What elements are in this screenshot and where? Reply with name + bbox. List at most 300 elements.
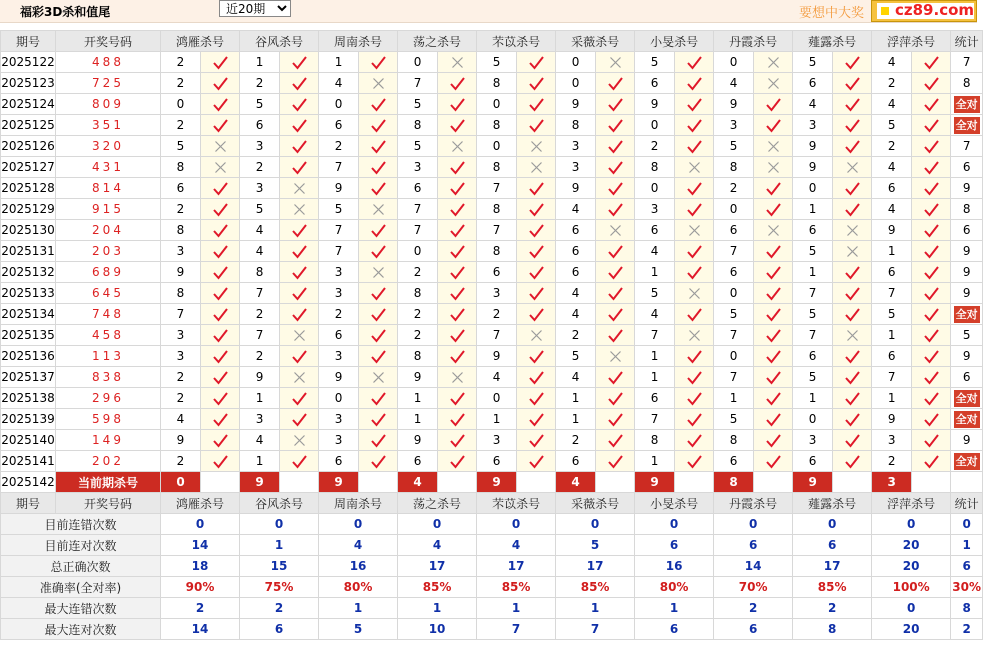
hit-check-icon — [912, 157, 951, 178]
period-select[interactable] — [219, 0, 291, 17]
kill-number-cell: 1 — [635, 262, 675, 283]
current-kill-number: 9 — [635, 472, 675, 493]
period-cell: 2025136 — [1, 346, 56, 367]
miss-cross-icon — [675, 220, 714, 241]
kill-number-cell: 6 — [556, 262, 596, 283]
summary-value: 1 — [477, 598, 556, 619]
hit-check-icon — [359, 409, 398, 430]
summary-value: 1 — [556, 598, 635, 619]
summary-value: 0 — [319, 514, 398, 535]
hit-check-icon — [201, 304, 240, 325]
hit-check-icon — [754, 199, 793, 220]
hit-check-icon — [754, 430, 793, 451]
hit-check-icon — [596, 325, 635, 346]
summary-value: 20 — [872, 556, 951, 577]
hit-check-icon — [754, 283, 793, 304]
hit-check-icon — [596, 157, 635, 178]
miss-cross-icon — [754, 136, 793, 157]
hit-check-icon — [675, 430, 714, 451]
current-kill-number: 3 — [872, 472, 912, 493]
stat-cell: 9 — [951, 178, 983, 199]
column-header: 统计 — [951, 493, 983, 514]
kill-number-cell: 0 — [398, 241, 438, 262]
hit-check-icon — [675, 115, 714, 136]
period-cell: 2025127 — [1, 157, 56, 178]
hit-check-icon — [517, 73, 556, 94]
table-row — [1, 283, 983, 304]
column-header: 芣苡杀号 — [477, 31, 556, 52]
kill-number-cell: 5 — [635, 52, 675, 73]
draw-number-cell: 351 — [56, 115, 161, 136]
miss-cross-icon — [280, 430, 319, 451]
hit-check-icon — [596, 367, 635, 388]
table-row — [1, 199, 983, 220]
stat-cell: 6 — [951, 157, 983, 178]
hit-check-icon — [280, 409, 319, 430]
draw-number-cell: 149 — [56, 430, 161, 451]
stat-cell — [951, 115, 983, 136]
column-header: 期号 — [1, 493, 56, 514]
kill-number-cell: 0 — [714, 346, 754, 367]
kill-number-cell: 6 — [793, 73, 833, 94]
kill-number-cell: 2 — [161, 451, 201, 472]
hit-check-icon — [359, 178, 398, 199]
miss-cross-icon — [675, 283, 714, 304]
current-stat-cell — [951, 472, 983, 493]
hit-check-icon — [438, 157, 477, 178]
kill-number-cell: 3 — [240, 409, 280, 430]
period-cell: 2025128 — [1, 178, 56, 199]
period-cell: 2025123 — [1, 73, 56, 94]
summary-value: 5 — [319, 619, 398, 640]
hit-check-icon — [675, 199, 714, 220]
miss-cross-icon — [517, 136, 556, 157]
kill-number-cell: 7 — [635, 409, 675, 430]
kill-number-cell: 1 — [872, 388, 912, 409]
hit-check-icon — [280, 304, 319, 325]
kill-number-cell: 4 — [556, 283, 596, 304]
summary-value: 6 — [635, 535, 714, 556]
column-header: 小旻杀号 — [635, 493, 714, 514]
kill-number-cell: 9 — [319, 367, 359, 388]
summary-value: 4 — [477, 535, 556, 556]
hit-check-icon — [438, 283, 477, 304]
kill-number-cell: 9 — [477, 346, 517, 367]
kill-number-cell: 0 — [556, 73, 596, 94]
kill-number-cell: 1 — [793, 388, 833, 409]
kill-number-cell: 8 — [398, 115, 438, 136]
hit-check-icon — [438, 241, 477, 262]
kill-number-cell: 1 — [398, 409, 438, 430]
kill-number-cell: 7 — [793, 325, 833, 346]
hit-check-icon — [833, 262, 872, 283]
kill-number-cell: 7 — [319, 157, 359, 178]
kill-number-cell: 3 — [161, 346, 201, 367]
stat-cell — [951, 304, 983, 325]
draw-number-cell: 488 — [56, 52, 161, 73]
hit-check-icon — [675, 94, 714, 115]
kill-number-cell: 1 — [319, 52, 359, 73]
kill-number-cell: 5 — [398, 136, 438, 157]
hit-check-icon — [596, 178, 635, 199]
kill-number-cell: 2 — [714, 178, 754, 199]
hit-check-icon — [201, 94, 240, 115]
kill-number-cell: 6 — [240, 115, 280, 136]
hit-check-icon — [912, 325, 951, 346]
summary-value: 90% — [161, 577, 240, 598]
kill-number-cell: 6 — [635, 220, 675, 241]
kill-number-cell: 6 — [556, 241, 596, 262]
column-header: 开奖号码 — [56, 31, 161, 52]
kill-number-cell: 1 — [872, 241, 912, 262]
miss-cross-icon — [754, 157, 793, 178]
draw-number-cell: 296 — [56, 388, 161, 409]
kill-number-cell: 0 — [793, 178, 833, 199]
summary-value: 1 — [635, 598, 714, 619]
kill-number-cell: 0 — [793, 409, 833, 430]
period-cell: 2025138 — [1, 388, 56, 409]
summary-value: 75% — [240, 577, 319, 598]
summary-value: 30% — [951, 577, 983, 598]
summary-value: 1 — [319, 598, 398, 619]
kill-number-cell: 8 — [477, 73, 517, 94]
summary-value: 14 — [161, 619, 240, 640]
hit-check-icon — [675, 241, 714, 262]
kill-number-cell: 3 — [556, 136, 596, 157]
summary-value: 6 — [714, 619, 793, 640]
kill-number-cell: 9 — [714, 94, 754, 115]
column-header: 周南杀号 — [319, 31, 398, 52]
summary-value: 0 — [398, 514, 477, 535]
kill-number-cell: 9 — [556, 94, 596, 115]
hit-check-icon — [359, 346, 398, 367]
hit-check-icon — [280, 94, 319, 115]
summary-value: 0 — [714, 514, 793, 535]
hit-check-icon — [201, 367, 240, 388]
kill-number-cell: 0 — [319, 94, 359, 115]
stat-cell: 8 — [951, 199, 983, 220]
summary-row — [1, 514, 983, 535]
kill-number-cell: 0 — [556, 52, 596, 73]
current-kill-number: 4 — [398, 472, 438, 493]
hit-check-icon — [833, 430, 872, 451]
summary-row — [1, 598, 983, 619]
hit-check-icon — [359, 157, 398, 178]
summary-label: 准确率(全对率) — [1, 577, 161, 598]
stat-cell: 9 — [951, 346, 983, 367]
kill-number-cell: 3 — [240, 136, 280, 157]
miss-cross-icon — [833, 325, 872, 346]
all-correct-badge: 全对 — [955, 118, 978, 132]
miss-cross-icon — [359, 73, 398, 94]
kill-number-cell: 4 — [477, 367, 517, 388]
draw-number-cell: 320 — [56, 136, 161, 157]
kill-number-cell: 7 — [398, 199, 438, 220]
hit-check-icon — [517, 178, 556, 199]
kill-number-cell: 2 — [161, 367, 201, 388]
kill-number-cell: 3 — [240, 178, 280, 199]
current-kill-number: 0 — [161, 472, 201, 493]
kill-number-cell: 8 — [477, 199, 517, 220]
column-header: 鸿雁杀号 — [161, 493, 240, 514]
miss-cross-icon — [833, 241, 872, 262]
kill-number-cell: 0 — [477, 388, 517, 409]
summary-value: 4 — [319, 535, 398, 556]
summary-value: 6 — [240, 619, 319, 640]
hit-check-icon — [517, 388, 556, 409]
hit-check-icon — [675, 52, 714, 73]
kill-number-cell: 7 — [477, 325, 517, 346]
kill-number-cell: 1 — [398, 388, 438, 409]
column-header: 期号 — [1, 31, 56, 52]
kill-number-cell: 7 — [319, 220, 359, 241]
hit-check-icon — [833, 304, 872, 325]
hit-check-icon — [438, 94, 477, 115]
column-header: 浮萍杀号 — [872, 493, 951, 514]
kill-number-cell: 9 — [635, 94, 675, 115]
kill-number-cell: 1 — [240, 451, 280, 472]
kill-number-cell: 9 — [793, 136, 833, 157]
miss-cross-icon — [754, 73, 793, 94]
column-header: 浮萍杀号 — [872, 31, 951, 52]
kill-number-cell: 3 — [319, 346, 359, 367]
hit-check-icon — [280, 262, 319, 283]
summary-value: 6 — [714, 535, 793, 556]
kill-number-cell: 3 — [793, 430, 833, 451]
kill-number-cell: 2 — [240, 346, 280, 367]
kill-number-cell: 7 — [161, 304, 201, 325]
summary-value: 10 — [398, 619, 477, 640]
current-kill-number: 9 — [793, 472, 833, 493]
hit-check-icon — [754, 451, 793, 472]
hit-check-icon — [359, 430, 398, 451]
hit-check-icon — [280, 73, 319, 94]
kill-number-cell: 8 — [161, 220, 201, 241]
kill-number-cell: 7 — [714, 325, 754, 346]
table-row — [1, 52, 983, 73]
column-header: 荡之杀号 — [398, 31, 477, 52]
kill-number-cell: 4 — [240, 220, 280, 241]
current-kill-blank — [754, 472, 793, 493]
hit-check-icon — [359, 115, 398, 136]
table-header-row — [1, 493, 983, 514]
hit-check-icon — [438, 115, 477, 136]
hit-check-icon — [201, 346, 240, 367]
summary-value: 85% — [556, 577, 635, 598]
hit-check-icon — [833, 346, 872, 367]
kill-number-cell: 6 — [398, 178, 438, 199]
kill-number-cell: 8 — [398, 283, 438, 304]
hit-check-icon — [517, 346, 556, 367]
stat-cell: 7 — [951, 136, 983, 157]
table-row — [1, 388, 983, 409]
hit-check-icon — [517, 451, 556, 472]
column-header: 谷风杀号 — [240, 493, 319, 514]
column-header: 周南杀号 — [319, 493, 398, 514]
kill-number-cell: 7 — [714, 241, 754, 262]
all-correct-badge: 全对 — [955, 454, 978, 468]
draw-number-cell: 814 — [56, 178, 161, 199]
kill-number-cell: 5 — [872, 115, 912, 136]
kill-number-cell: 6 — [319, 325, 359, 346]
kill-number-cell: 1 — [793, 199, 833, 220]
column-header: 芣苡杀号 — [477, 493, 556, 514]
all-correct-badge: 全对 — [955, 412, 978, 426]
table-row — [1, 430, 983, 451]
miss-cross-icon — [359, 262, 398, 283]
hit-check-icon — [201, 430, 240, 451]
draw-number-cell: 725 — [56, 73, 161, 94]
miss-cross-icon — [438, 367, 477, 388]
kill-number-cell: 0 — [477, 94, 517, 115]
kill-number-cell: 0 — [714, 199, 754, 220]
miss-cross-icon — [201, 136, 240, 157]
period-cell: 2025139 — [1, 409, 56, 430]
column-header: 统计 — [951, 31, 983, 52]
summary-value: 8 — [951, 598, 983, 619]
hit-check-icon — [517, 94, 556, 115]
hit-check-icon — [833, 409, 872, 430]
hit-check-icon — [596, 115, 635, 136]
kill-number-cell: 8 — [556, 115, 596, 136]
kill-number-cell: 1 — [240, 388, 280, 409]
hit-check-icon — [675, 304, 714, 325]
kill-number-cell: 6 — [714, 220, 754, 241]
hit-check-icon — [201, 199, 240, 220]
kill-number-cell: 7 — [240, 283, 280, 304]
kill-number-cell: 3 — [319, 430, 359, 451]
kill-number-cell: 0 — [477, 136, 517, 157]
page-title: 福彩3D杀和值尾 — [20, 5, 111, 19]
summary-value: 7 — [556, 619, 635, 640]
summary-value: 20 — [872, 535, 951, 556]
kill-number-cell: 9 — [398, 430, 438, 451]
kill-number-cell: 6 — [872, 262, 912, 283]
period-cell: 2025134 — [1, 304, 56, 325]
kill-number-cell: 8 — [477, 157, 517, 178]
miss-cross-icon — [596, 220, 635, 241]
summary-label: 最大连错次数 — [1, 598, 161, 619]
column-header: 鸿雁杀号 — [161, 31, 240, 52]
all-correct-badge: 全对 — [955, 97, 978, 111]
kill-number-cell: 6 — [161, 178, 201, 199]
current-kill-number: 9 — [240, 472, 280, 493]
table-row — [1, 304, 983, 325]
summary-value: 5 — [556, 535, 635, 556]
summary-value: 20 — [872, 619, 951, 640]
summary-value: 0 — [951, 514, 983, 535]
hit-check-icon — [912, 388, 951, 409]
hit-check-icon — [596, 388, 635, 409]
period-cell: 2025137 — [1, 367, 56, 388]
summary-value: 0 — [556, 514, 635, 535]
draw-number-cell: 645 — [56, 283, 161, 304]
miss-cross-icon — [280, 178, 319, 199]
hit-check-icon — [201, 220, 240, 241]
hit-check-icon — [675, 178, 714, 199]
current-kill-blank — [833, 472, 872, 493]
stat-cell: 7 — [951, 52, 983, 73]
all-correct-badge: 全对 — [955, 307, 978, 321]
hit-check-icon — [754, 94, 793, 115]
kill-number-cell: 0 — [319, 388, 359, 409]
summary-value: 2 — [793, 598, 872, 619]
kill-number-cell: 5 — [793, 52, 833, 73]
hit-check-icon — [596, 73, 635, 94]
period-cell: 2025141 — [1, 451, 56, 472]
kill-number-cell: 3 — [477, 283, 517, 304]
stat-cell: 5 — [951, 325, 983, 346]
current-kill-number: 9 — [319, 472, 359, 493]
column-header: 丹霞杀号 — [714, 31, 793, 52]
hit-check-icon — [912, 451, 951, 472]
summary-value: 18 — [161, 556, 240, 577]
stat-cell — [951, 388, 983, 409]
hit-check-icon — [912, 367, 951, 388]
period-cell: 2025140 — [1, 430, 56, 451]
kill-number-cell: 8 — [398, 346, 438, 367]
hit-check-icon — [833, 136, 872, 157]
kill-number-cell: 6 — [714, 262, 754, 283]
site-logo[interactable] — [871, 0, 977, 22]
hit-check-icon — [201, 262, 240, 283]
hit-check-icon — [912, 73, 951, 94]
kill-number-cell: 2 — [240, 157, 280, 178]
kill-number-cell: 1 — [635, 451, 675, 472]
kill-number-cell: 3 — [319, 283, 359, 304]
kill-number-cell: 3 — [872, 430, 912, 451]
hit-check-icon — [517, 283, 556, 304]
hit-check-icon — [359, 451, 398, 472]
hit-check-icon — [754, 367, 793, 388]
hit-check-icon — [912, 136, 951, 157]
column-header: 薤露杀号 — [793, 493, 872, 514]
kill-number-cell: 9 — [556, 178, 596, 199]
hit-check-icon — [280, 52, 319, 73]
table-row — [1, 409, 983, 430]
hit-check-icon — [754, 388, 793, 409]
current-kill-number: 4 — [556, 472, 596, 493]
hit-check-icon — [754, 241, 793, 262]
kill-number-cell: 4 — [714, 73, 754, 94]
hit-check-icon — [912, 346, 951, 367]
hit-check-icon — [596, 451, 635, 472]
current-period-cell: 2025142 — [1, 472, 56, 493]
kill-number-cell: 2 — [556, 430, 596, 451]
miss-cross-icon — [833, 220, 872, 241]
summary-value: 1 — [951, 535, 983, 556]
period-cell: 2025135 — [1, 325, 56, 346]
stat-cell — [951, 409, 983, 430]
summary-value: 0 — [872, 598, 951, 619]
hit-check-icon — [517, 304, 556, 325]
summary-value: 17 — [477, 556, 556, 577]
period-cell: 2025133 — [1, 283, 56, 304]
top-bar — [0, 0, 977, 23]
hit-check-icon — [438, 325, 477, 346]
hit-check-icon — [438, 451, 477, 472]
kill-number-cell: 6 — [635, 73, 675, 94]
current-kill-blank — [517, 472, 556, 493]
kill-number-cell: 6 — [556, 220, 596, 241]
hit-check-icon — [280, 346, 319, 367]
table-header-row — [1, 31, 983, 52]
hit-check-icon — [517, 262, 556, 283]
kill-number-cell: 5 — [793, 367, 833, 388]
kill-number-cell: 7 — [872, 283, 912, 304]
miss-cross-icon — [517, 325, 556, 346]
hit-check-icon — [438, 304, 477, 325]
